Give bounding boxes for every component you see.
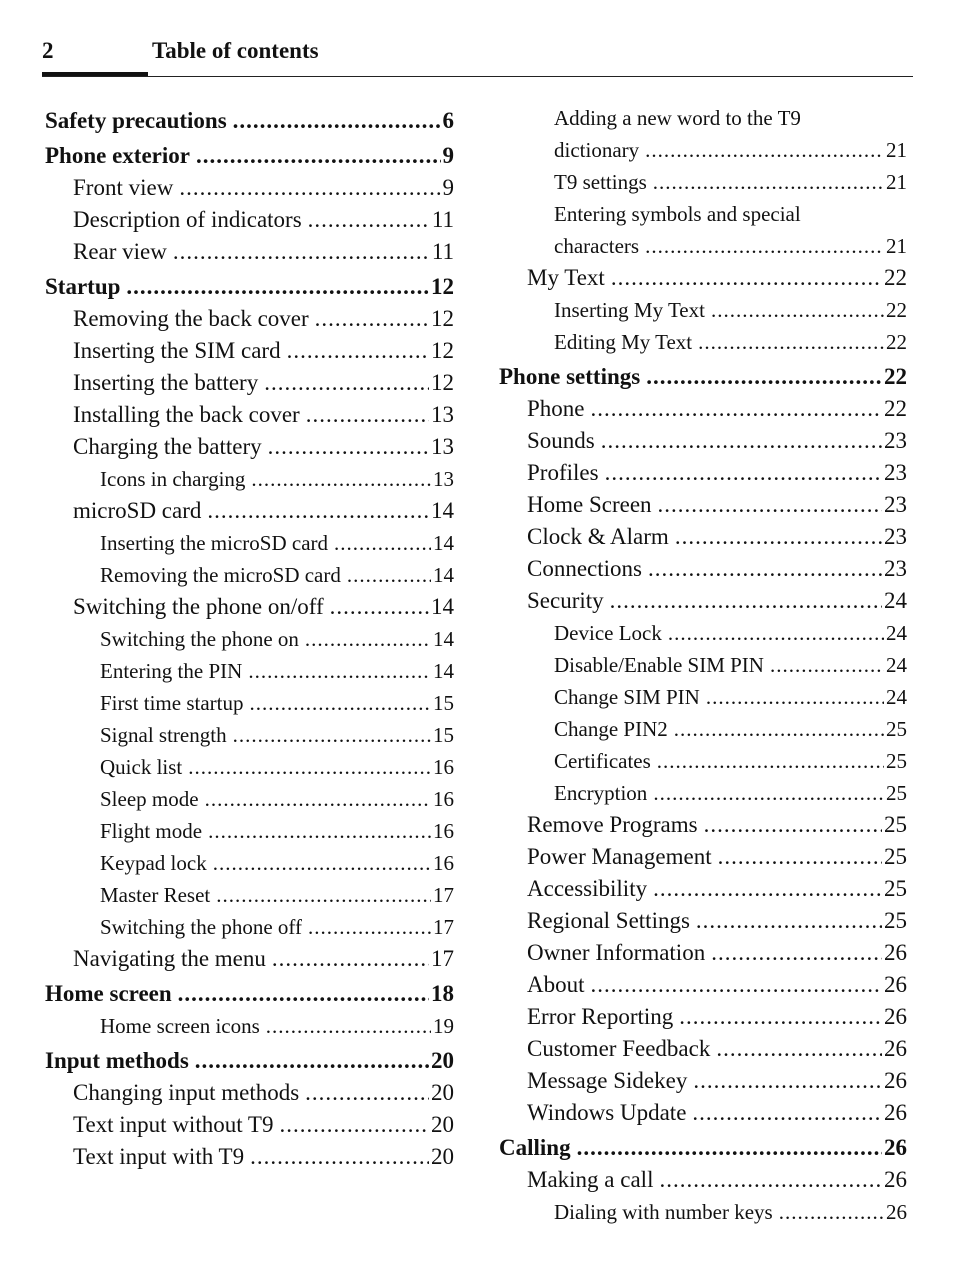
toc-entry-title: Front view	[73, 175, 174, 200]
toc-entry-title: Removing the back cover	[73, 306, 309, 331]
toc-entry-title: Connections	[527, 556, 642, 581]
toc-entry-title: Making a call	[527, 1167, 654, 1192]
toc-entry[interactable]	[499, 681, 907, 713]
toc-entry-title: Description of indicators	[73, 207, 302, 232]
toc-entry[interactable]	[45, 367, 454, 399]
toc-entry[interactable]	[45, 236, 454, 268]
toc-leader-dots	[601, 425, 882, 457]
toc-entry-page: 20	[431, 1080, 454, 1105]
toc-entry[interactable]	[45, 943, 454, 975]
toc-column-right	[499, 102, 907, 1228]
toc-entry-title: Keypad lock	[100, 851, 207, 875]
toc-entry-page: 20	[431, 1144, 454, 1169]
toc-entry-title: Customer Feedback	[527, 1036, 711, 1061]
toc-entry[interactable]	[45, 591, 454, 623]
toc-entry[interactable]	[499, 521, 907, 553]
toc-entry-page: 24	[886, 621, 907, 645]
toc-leader-dots	[196, 140, 441, 172]
toc-entry-page: 22	[884, 364, 907, 389]
page-number: 2	[42, 38, 54, 63]
toc-leader-dots	[577, 1132, 882, 1164]
toc-entry-page: 26	[884, 972, 907, 997]
toc-entry[interactable]	[45, 1109, 454, 1141]
toc-entry-page: 17	[433, 883, 454, 907]
toc-entry-title: Charging the battery	[73, 434, 262, 459]
toc-entry-title: Installing the back cover	[73, 402, 300, 427]
toc-leader-dots	[696, 905, 882, 937]
toc-entry-page: 12	[431, 306, 454, 331]
toc-entry-title: Text input without T9	[73, 1112, 274, 1137]
toc-leader-dots	[716, 1033, 882, 1065]
toc-entry-title: Dialing with number keys	[554, 1200, 773, 1224]
toc-entry[interactable]	[499, 585, 907, 617]
toc-entry-page: 26	[884, 1100, 907, 1125]
toc-entry-title: Flight mode	[100, 819, 203, 843]
toc-entry-page: 12	[431, 338, 454, 363]
toc-entry[interactable]	[45, 1077, 454, 1109]
toc-entry-page: 22	[886, 298, 907, 322]
toc-entry-page: 11	[431, 239, 454, 264]
toc-entry-title: Switching the phone off	[100, 915, 303, 939]
toc-entry[interactable]	[499, 361, 907, 393]
toc-entry[interactable]	[499, 489, 907, 521]
toc-entry-title: Inserting the SIM card	[73, 338, 281, 363]
toc-leader-dots	[213, 847, 431, 879]
toc-entry[interactable]	[45, 303, 454, 335]
toc-entry[interactable]	[45, 655, 454, 687]
toc-leader-dots	[233, 105, 441, 137]
page-title: Table of contents	[152, 38, 319, 63]
toc-entry-page: 26	[886, 1200, 907, 1224]
toc-entry-page: 17	[431, 946, 454, 971]
toc-entry[interactable]	[499, 841, 907, 873]
toc-entry-title: Rear view	[73, 239, 167, 264]
toc-entry[interactable]	[499, 905, 907, 937]
toc-entry[interactable]	[45, 140, 454, 172]
toc-entry-page: 23	[884, 492, 907, 517]
toc-entry[interactable]	[499, 230, 907, 262]
toc-entry-page: 13	[431, 434, 454, 459]
toc-leader-dots	[306, 399, 429, 431]
toc-entry-page: 22	[886, 330, 907, 354]
toc-entry-page: 20	[431, 1048, 454, 1073]
toc-leader-dots	[308, 204, 430, 236]
toc-entry[interactable]	[45, 495, 454, 527]
toc-leader-dots	[207, 495, 429, 527]
toc-entry[interactable]	[45, 399, 454, 431]
toc-entry[interactable]	[499, 1164, 907, 1196]
toc-entry[interactable]	[45, 527, 454, 559]
toc-entry-title-line: Adding a new word to the T9	[554, 106, 801, 130]
toc-leader-dots	[591, 969, 883, 1001]
toc-entry-page: 16	[433, 851, 454, 875]
toc-entry-page: 26	[884, 1167, 907, 1192]
toc-leader-dots	[266, 1010, 431, 1042]
toc-leader-dots	[653, 166, 884, 198]
toc-leader-dots	[272, 943, 429, 975]
toc-leader-dots	[205, 783, 431, 815]
toc-leader-dots	[208, 815, 431, 847]
toc-leader-dots	[173, 236, 430, 268]
toc-entry-page: 25	[884, 908, 907, 933]
toc-entry-page: 16	[433, 819, 454, 843]
toc-entry[interactable]	[45, 847, 454, 879]
toc-entry-title: Home screen icons	[100, 1014, 260, 1038]
toc-entry-page: 15	[433, 723, 454, 747]
toc-entry-title: First time startup	[100, 691, 244, 715]
toc-entry-page: 12	[431, 370, 454, 395]
toc-entry-page: 23	[884, 524, 907, 549]
toc-entry[interactable]	[499, 937, 907, 969]
toc-leader-dots	[711, 294, 884, 326]
toc-entry[interactable]	[45, 172, 454, 204]
toc-entry-title: Security	[527, 588, 604, 613]
header-rule	[42, 76, 913, 77]
toc-leader-dots	[611, 262, 882, 294]
toc-leader-dots	[693, 1065, 882, 1097]
toc-leader-dots	[698, 326, 884, 358]
toc-entry-title: Change PIN2	[554, 717, 668, 741]
toc-leader-dots	[308, 911, 431, 943]
toc-entry-page: 12	[431, 274, 454, 299]
toc-entry-title: T9 settings	[554, 170, 647, 194]
toc-leader-dots	[195, 1045, 429, 1077]
toc-entry-title: Clock & Alarm	[527, 524, 669, 549]
toc-leader-dots	[704, 809, 882, 841]
toc-leader-dots	[188, 751, 431, 783]
toc-entry-page: 14	[433, 627, 454, 651]
toc-entry-page: 14	[431, 498, 454, 523]
toc-entry-page: 22	[884, 265, 907, 290]
toc-entry-title: Editing My Text	[554, 330, 693, 354]
toc-leader-dots	[305, 623, 431, 655]
toc-entry-page: 14	[433, 563, 454, 587]
toc-entry-page: 25	[884, 876, 907, 901]
toc-entry[interactable]	[45, 1010, 454, 1042]
toc-entry-title: microSD card	[73, 498, 202, 523]
toc-entry[interactable]	[499, 649, 907, 681]
toc-entry[interactable]	[45, 719, 454, 751]
toc-column-left	[45, 102, 454, 1173]
toc-entry-title: Navigating the menu	[73, 946, 266, 971]
toc-entry-page: 26	[884, 940, 907, 965]
toc-entry-title: Accessibility	[527, 876, 648, 901]
toc-leader-dots	[718, 841, 882, 873]
toc-entry-page: 21	[886, 138, 907, 162]
toc-entry[interactable]	[45, 559, 454, 591]
page-header	[42, 36, 913, 80]
toc-entry[interactable]	[45, 783, 454, 815]
toc-entry-title: Certificates	[554, 749, 651, 773]
toc-entry[interactable]	[45, 751, 454, 783]
toc-leader-dots	[706, 681, 884, 713]
toc-entry[interactable]	[499, 969, 907, 1001]
toc-entry-title: Phone	[527, 396, 585, 421]
toc-entry-page: 9	[442, 143, 454, 168]
toc-entry-page: 24	[884, 588, 907, 613]
toc-leader-dots	[334, 527, 431, 559]
toc-entry[interactable]	[45, 1141, 454, 1173]
toc-leader-dots	[250, 687, 432, 719]
toc-leader-dots	[645, 134, 884, 166]
toc-entry-page: 13	[431, 402, 454, 427]
toc-leader-dots	[264, 367, 429, 399]
toc-entry[interactable]	[499, 134, 907, 166]
toc-entry[interactable]	[499, 777, 907, 809]
toc-leader-dots	[679, 1001, 882, 1033]
toc-entry-title: Quick list	[100, 755, 183, 779]
toc-entry[interactable]	[45, 978, 454, 1010]
toc-leader-dots	[305, 1077, 429, 1109]
toc-entry-title: Changing input methods	[73, 1080, 300, 1105]
toc-entry[interactable]	[45, 335, 454, 367]
toc-leader-dots	[668, 617, 884, 649]
toc-entry[interactable]	[45, 105, 454, 137]
toc-entry-title: characters	[554, 234, 640, 258]
toc-entry-title: Signal strength	[100, 723, 227, 747]
toc-entry-page: 14	[433, 531, 454, 555]
toc-entry-page: 25	[886, 781, 907, 805]
toc-leader-dots	[770, 649, 884, 681]
toc-leader-dots	[653, 777, 884, 809]
toc-entry[interactable]	[499, 1097, 907, 1129]
toc-leader-dots	[330, 591, 429, 623]
toc-entry-title-line: Entering symbols and special	[554, 202, 801, 226]
toc-leader-dots	[251, 463, 431, 495]
toc-leader-dots	[646, 361, 882, 393]
toc-entry[interactable]	[45, 1045, 454, 1077]
toc-entry-page: 26	[884, 1036, 907, 1061]
toc-entry-page: 13	[433, 467, 454, 491]
toc-entry[interactable]	[499, 294, 907, 326]
toc-entry[interactable]	[45, 911, 454, 943]
toc-entry-page: 23	[884, 460, 907, 485]
toc-entry-page: 16	[433, 787, 454, 811]
toc-entry-title: Home screen	[45, 981, 172, 1006]
toc-entry-title: Change SIM PIN	[554, 685, 700, 709]
toc-leader-dots	[675, 521, 882, 553]
toc-entry-page: 15	[433, 691, 454, 715]
toc-entry[interactable]	[499, 1065, 907, 1097]
toc-entry-title: Profiles	[527, 460, 599, 485]
toc-entry-title: Phone settings	[499, 364, 641, 389]
toc-leader-dots	[779, 1196, 884, 1228]
toc-entry-title: Error Reporting	[527, 1004, 674, 1029]
toc-entry-title: About	[527, 972, 585, 997]
toc-entry[interactable]	[45, 271, 454, 303]
toc-leader-dots	[347, 559, 431, 591]
toc-entry[interactable]	[499, 745, 907, 777]
toc-entry-title: Encryption	[554, 781, 648, 805]
toc-leader-dots	[645, 230, 884, 262]
toc-entry-title: Regional Settings	[527, 908, 690, 933]
toc-entry-title: Sleep mode	[100, 787, 199, 811]
toc-entry[interactable]	[499, 713, 907, 745]
toc-entry-page: 6	[442, 108, 454, 133]
toc-entry-title: Entering the PIN	[100, 659, 243, 683]
toc-entry-page: 18	[431, 981, 454, 1006]
toc-entry-title: Owner Information	[527, 940, 706, 965]
toc-leader-dots	[315, 303, 429, 335]
toc-entry[interactable]	[499, 1196, 907, 1228]
toc-entry-page: 23	[884, 428, 907, 453]
toc-entry-title: Inserting the microSD card	[100, 531, 329, 555]
toc-leader-dots	[657, 745, 884, 777]
toc-entry-page: 19	[433, 1014, 454, 1038]
toc-entry-page: 20	[431, 1112, 454, 1137]
toc-entry[interactable]	[45, 623, 454, 655]
toc-leader-dots	[233, 719, 431, 751]
toc-entry-page: 24	[886, 685, 907, 709]
toc-leader-dots	[648, 553, 882, 585]
toc-entry[interactable]	[45, 463, 454, 495]
toc-entry[interactable]	[45, 431, 454, 463]
toc-leader-dots	[674, 713, 884, 745]
toc-entry[interactable]	[499, 425, 907, 457]
toc-leader-dots	[711, 937, 882, 969]
toc-entry-page: 17	[433, 915, 454, 939]
toc-leader-dots	[179, 172, 440, 204]
toc-entry[interactable]	[499, 809, 907, 841]
toc-entry-title: Inserting My Text	[554, 298, 705, 322]
toc-entry-title: Home Screen	[527, 492, 652, 517]
toc-entry[interactable]	[45, 815, 454, 847]
toc-entry-page: 9	[442, 175, 454, 200]
toc-entry-title: Calling	[499, 1135, 571, 1160]
toc-entry-page: 26	[884, 1004, 907, 1029]
toc-leader-dots	[658, 489, 882, 521]
toc-leader-dots	[280, 1109, 430, 1141]
toc-entry[interactable]	[499, 553, 907, 585]
toc-entry-page: 21	[886, 170, 907, 194]
toc-entry[interactable]	[45, 687, 454, 719]
toc-leader-dots	[268, 431, 429, 463]
toc-entry-title: Master Reset	[100, 883, 211, 907]
toc-leader-dots	[287, 335, 429, 367]
toc-entry[interactable]	[499, 166, 907, 198]
toc-entry[interactable]	[499, 457, 907, 489]
toc-entry-page: 25	[886, 717, 907, 741]
toc-entry-page: 26	[884, 1068, 907, 1093]
toc-entry-title: Removing the microSD card	[100, 563, 341, 587]
toc-leader-dots	[653, 873, 882, 905]
toc-entry-title: Switching the phone on/off	[73, 594, 324, 619]
toc-entry[interactable]	[499, 1132, 907, 1164]
toc-entry[interactable]	[499, 393, 907, 425]
toc-leader-dots	[248, 655, 431, 687]
toc-entry-page: 26	[884, 1135, 907, 1160]
toc-entry-title: Message Sidekey	[527, 1068, 688, 1093]
toc-entry-title: Sounds	[527, 428, 595, 453]
toc-entry[interactable]	[499, 617, 907, 649]
toc-leader-dots	[591, 393, 883, 425]
toc-entry-title: Icons in charging	[100, 467, 246, 491]
toc-entry[interactable]	[499, 262, 907, 294]
toc-entry-title: Windows Update	[527, 1100, 687, 1125]
toc-entry[interactable]	[45, 204, 454, 236]
toc-entry[interactable]	[499, 326, 907, 358]
toc-entry[interactable]	[499, 873, 907, 905]
toc-entry-page: 16	[433, 755, 454, 779]
toc-entry-title: dictionary	[554, 138, 640, 162]
toc-entry-title: Switching the phone on	[100, 627, 299, 651]
toc-leader-dots	[692, 1097, 882, 1129]
toc-leader-dots	[216, 879, 431, 911]
toc-entry-title: Text input with T9	[73, 1144, 245, 1169]
toc-entry[interactable]	[499, 1033, 907, 1065]
toc-entry-page: 22	[884, 396, 907, 421]
toc-entry-page: 14	[431, 594, 454, 619]
toc-entry-title: My Text	[527, 265, 605, 290]
toc-entry-page: 23	[884, 556, 907, 581]
toc-leader-dots	[610, 585, 882, 617]
toc-entry-title: Safety precautions	[45, 108, 227, 133]
toc-entry-title: Device Lock	[554, 621, 662, 645]
toc-entry-page: 25	[884, 812, 907, 837]
toc-leader-dots	[178, 978, 429, 1010]
toc-leader-dots	[659, 1164, 882, 1196]
toc-entry-title: Input methods	[45, 1048, 189, 1073]
toc-leader-dots	[250, 1141, 429, 1173]
toc-entry-page: 14	[433, 659, 454, 683]
toc-leader-dots	[605, 457, 882, 489]
toc-entry-title: Remove Programs	[527, 812, 698, 837]
toc-entry-page: 24	[886, 653, 907, 677]
toc-entry-title: Startup	[45, 274, 121, 299]
toc-entry-title: Inserting the battery	[73, 370, 259, 395]
toc-entry-page: 25	[884, 844, 907, 869]
toc-leader-dots	[126, 271, 429, 303]
toc-entry-title: Phone exterior	[45, 143, 190, 168]
toc-entry-page: 21	[886, 234, 907, 258]
toc-entry[interactable]	[45, 879, 454, 911]
toc-entry[interactable]	[499, 1001, 907, 1033]
toc-entry-title: Disable/Enable SIM PIN	[554, 653, 764, 677]
toc-entry-page: 11	[431, 207, 454, 232]
toc-entry-page: 25	[886, 749, 907, 773]
toc-entry-title: Power Management	[527, 844, 712, 869]
